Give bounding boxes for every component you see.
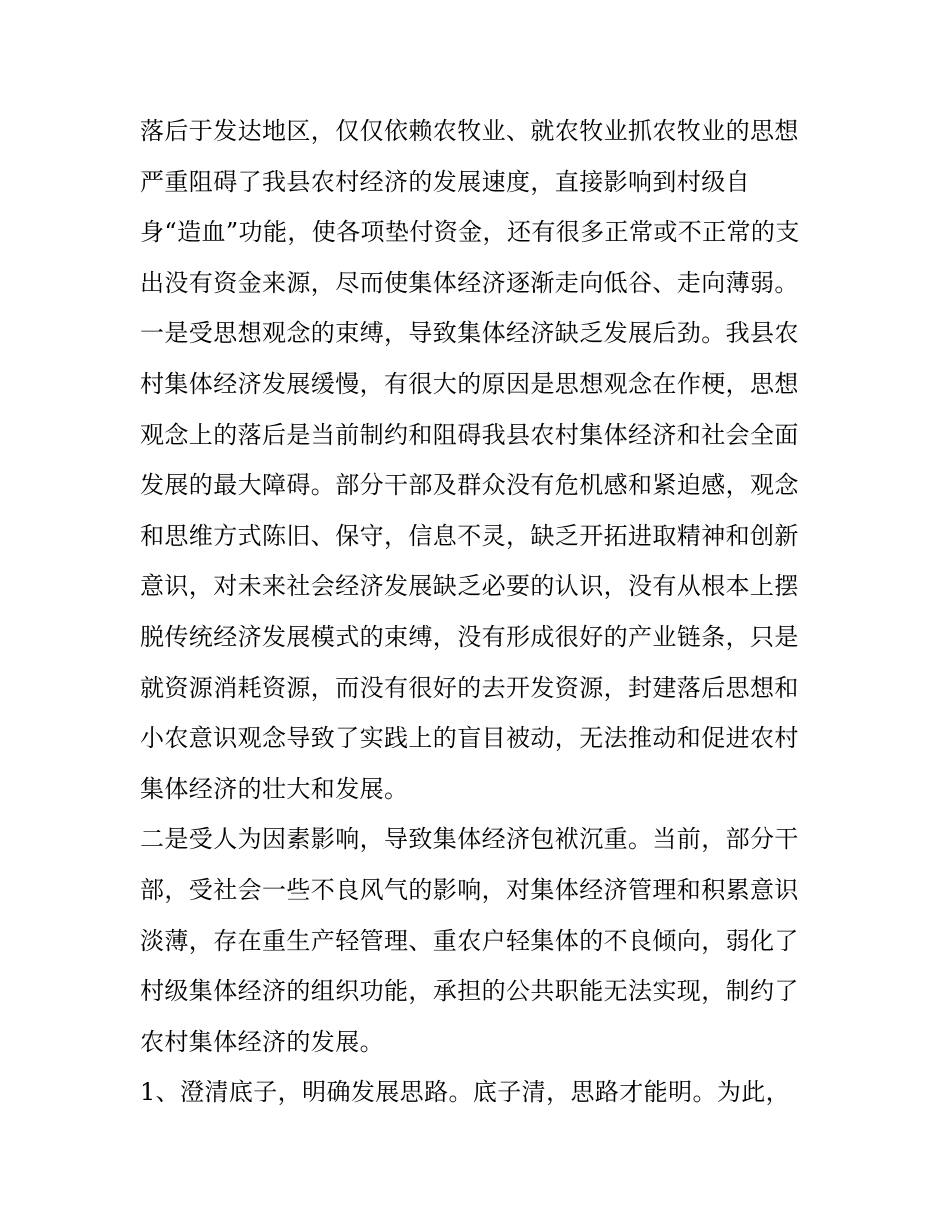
paragraph-start-line: 二是受人为因素影响，导致集体经济包袱沉重。当前，部分干 [140,825,799,854]
text-line: 出没有资金来源，尽而使集体经济逐渐走向低谷、走向薄弱。 [140,268,799,297]
text-line: 部，受社会一些不良风气的影响，对集体经济管理和积累意识 [140,875,799,904]
text-line: 脱传统经济发展模式的束缚，没有形成很好的产业链条，只是 [140,622,799,651]
text-line: 农村集体经济的发展。 [140,1027,384,1056]
text-line: 就资源消耗资源，而没有很好的去开发资源，封建落后思想和 [140,673,799,702]
text-line: 身“造血”功能，使各项垫付资金，还有很多正常或不正常的支 [140,218,800,247]
text-line: 村集体经济发展缓慢，有很大的原因是思想观念在作梗，思想 [140,369,799,398]
text-line: 观念上的落后是当前制约和阻碍我县农村集体经济和社会全面 [140,420,799,449]
paragraph-start-line: 一是受思想观念的束缚，导致集体经济缺乏发展后劲。我县农 [140,319,799,348]
text-line: 村级集体经济的组织功能，承担的公共职能无法实现，制约了 [140,977,799,1006]
text-line: 小农意识观念导致了实践上的盲目被动，无法推动和促进农村 [140,724,799,753]
text-line: 和思维方式陈旧、保守，信息不灵，缺乏开拓进取精神和创新 [140,521,799,550]
text-line: 发展的最大障碍。部分干部及群众没有危机感和紧迫感，观念 [140,471,799,500]
text-line: 意识，对未来社会经济发展缺乏必要的认识，没有从根本上摆 [140,572,799,601]
paragraph-start-line: 1、澄清底子，明确发展思路。底子清，思路才能明。为此， [140,1078,791,1107]
text-line: 落后于发达地区，仅仅依赖农牧业、就农牧业抓农牧业的思想 [140,117,799,145]
body-text [140,106,820,1118]
text-line: 严重阻碍了我县农村经济的发展速度，直接影响到村级自 [140,167,750,196]
text-line: 淡薄，存在重生产轻管理、重农户轻集体的不良倾向，弱化了 [140,926,799,955]
text-line: 集体经济的壮大和发展。 [140,774,409,803]
